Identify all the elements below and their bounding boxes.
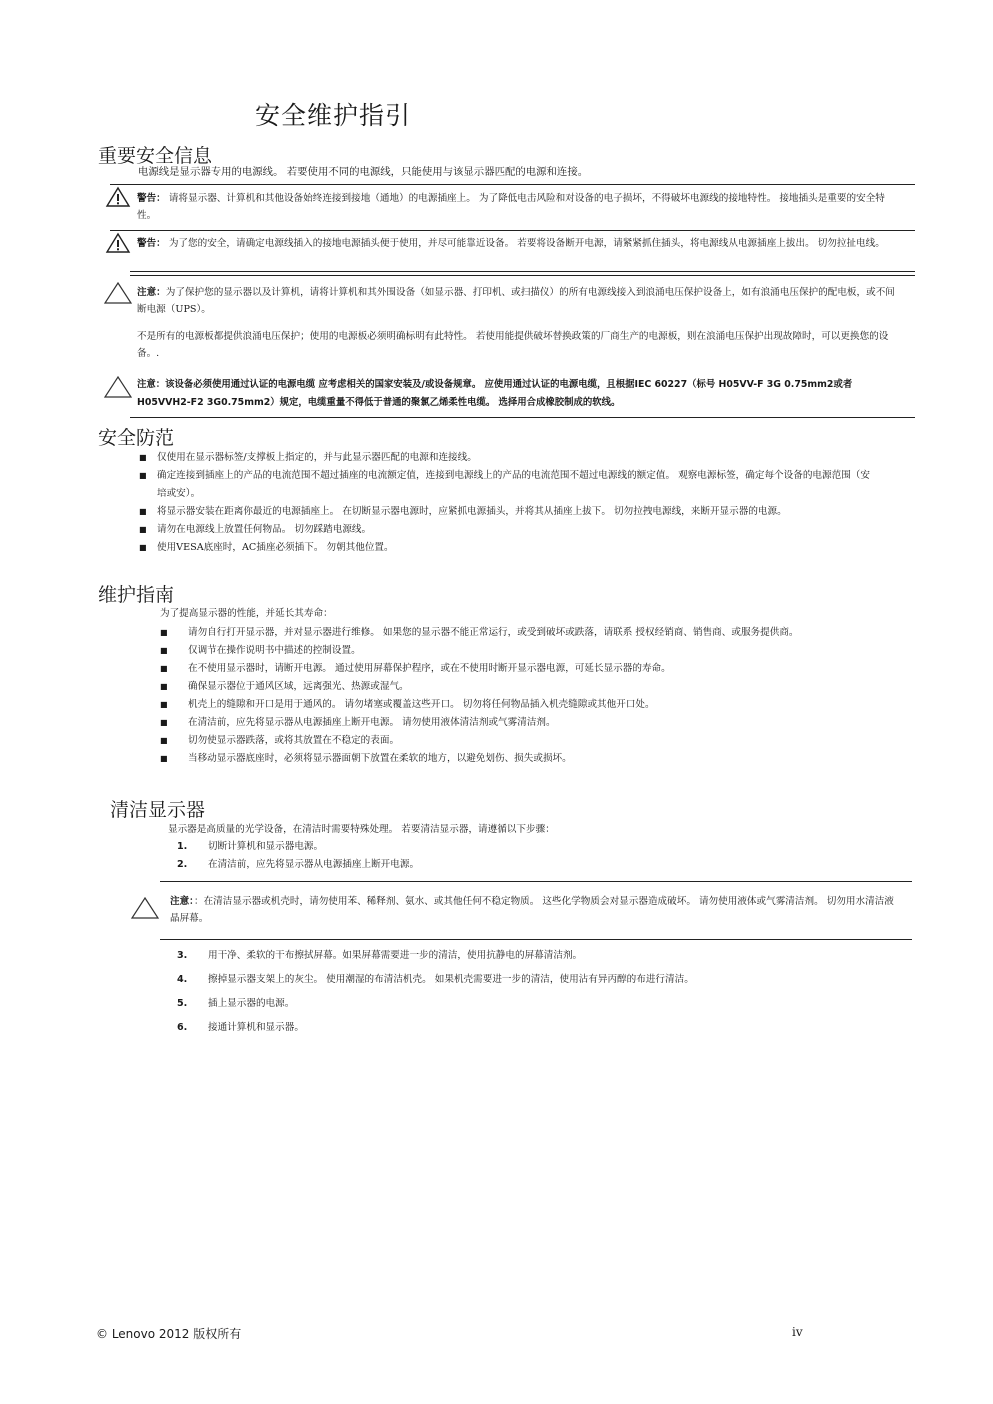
precautions-heading: 安全防范: [98, 427, 175, 449]
warning-2: [137, 235, 902, 252]
divider: [160, 881, 912, 882]
list-item: 6. 接通计算机和显示器。: [177, 1022, 304, 1033]
list-item: ■ 当移动显示器底座时，必须将显示器面朝下放置在柔软的地方，以避免划伤、损失或损坏。: [160, 753, 572, 764]
maintenance-heading: 维护指南: [98, 584, 175, 606]
divider: [110, 230, 915, 231]
list-item: ■ 在清洁前，应先将显示器从电源插座上断开电源。 请勿使用液体清洁剂或气雾清洁剂。: [160, 717, 556, 728]
page-title: 安全维护指引: [255, 101, 412, 130]
footer-copyright: © Lenovo 2012 版权所有: [96, 1327, 242, 1341]
list-item: ■ 请勿自行打开显示器，并对显示器进行维修。 如果您的显示器不能正常运行，或受到破坏或跌落，请联系 授权经销商、销售商、或服务提供商。: [160, 627, 799, 638]
warning-triangle-icon: [105, 232, 131, 254]
divider: [130, 271, 915, 272]
list-item: 2. 在清洁前，应先将显示器从电源插座上断开电源。: [177, 859, 420, 870]
cleaning-caution: [170, 893, 895, 927]
warning-2-label: 警告：: [137, 238, 166, 249]
cleaning-intro: 显示器是高质量的光学设备，在清洁时需要特殊处理。 若要清洁显示器，请遵循以下步骤：: [168, 824, 555, 835]
important-intro: 电源线是显示器专用的电源线。 若要使用不同的电源线，只能使用与该显示器匹配的电源和连接。: [138, 166, 589, 178]
important-heading: 重要安全信息: [98, 145, 213, 167]
list-item: ■ 在不使用显示器时，请断开电源。 通过使用屏幕保护程序，或在不使用时断开显示器电源，可延长显示器的寿命。: [160, 663, 671, 674]
caution-triangle-icon: [103, 375, 133, 399]
caution-1-label: 注意：: [137, 287, 166, 298]
cleaning-caution-text: ：在清洁显示器或机壳时，请勿使用苯、稀释剂、氨水、或其他任何不稳定物质。 这些化学物质会对显示器造成破坏。 请勿使用液体或气雾清洁剂。 切勿用水清洁液晶屏幕。: [170, 896, 894, 924]
page-number: iv: [792, 1325, 803, 1339]
list-item: ■ 仅调节在操作说明书中描述的控制设置。: [160, 645, 361, 656]
cleaning-steps-b: [177, 947, 897, 1037]
caution-2: 注意：该设备必须使用通过认证的电源电缆 应考虑相关的国家安装及/或设备规章。 应使用通过认证的电源电缆，且根据IEC 60227（标号 H05VV-F 3G 0.75mm2或者H05VVH2-F2 3G0.75mm2）规定，电缆重量不得低于普通的聚氯乙烯柔性电缆。 选择用合成橡胶制成的软线。: [137, 379, 853, 408]
cleaning-steps-a: [177, 838, 897, 874]
warning-1-text: 请将显示器、计算机和其他设备始终连接到接地（通地）的电源插座上。 为了降低电击风险和对设备的电子损坏，不得破坏电源线的接地特性。 接地插头是重要的安全特性。: [137, 193, 885, 221]
list-item: ■ 确保显示器位于通风区域，远离强光、热源或湿气。: [160, 681, 409, 692]
cleaning-caution-label: 注意：: [170, 896, 194, 907]
divider: [130, 275, 915, 276]
list-item: ■ 仅使用在显示器标签/支撑板上指定的，并与此显示器匹配的电源和连接线。: [139, 452, 477, 463]
maintenance-intro: 为了提高显示器的性能，并延长其寿命：: [160, 608, 333, 619]
maintenance-list: [160, 624, 905, 768]
precautions-list: [139, 449, 874, 557]
divider: [110, 184, 915, 185]
list-item: ■ 机壳上的缝隙和开口是用于通风的。 请勿堵塞或覆盖这些开口。 切勿将任何物品插入机壳缝隙或其他开口处。: [160, 699, 655, 710]
warning-1-label: 警告：: [137, 193, 166, 204]
divider: [130, 417, 915, 418]
divider: [160, 939, 912, 940]
cleaning-heading: 清洁显示器: [110, 799, 206, 821]
list-item: ■ 请勿在电源线上放置任何物品。 切勿踩踏电源线。: [139, 524, 372, 535]
list-item: 4. 擦掉显示器支架上的灰尘。 使用潮湿的布清洁机壳。 如果机壳需要进一步的清洁，使用沾有异丙醇的布进行清洁。: [177, 974, 694, 985]
list-item: ■ 确定连接到插座上的产品的电流范围不超过插座的电流额定值，连接到电源线上的产品的电流范围不超过电源线的额定值。 观察电源标签，确定每个设备的电源范围（安培或安）。: [139, 470, 870, 499]
caution-1: [137, 284, 902, 318]
list-item: 5. 插上显示器的电源。: [177, 998, 295, 1009]
caution-triangle-icon: [103, 281, 133, 305]
caution-1-text: 为了保护您的显示器以及计算机，请将计算机和其外围设备（如显示器、打印机、或扫描仪）的所有电源线接入到浪涌电压保护设备上，如有浪涌电压保护的配电板，或不间断电源（UPS）。: [137, 287, 895, 315]
warning-2-text: 为了您的安全，请确定电源线插入的接地电源插头便于使用，并尽可能靠近设备。 若要将设备断开电源，请紧紧抓住插头，将电源线从电源插座上拔出。 切勿拉扯电线。: [165, 238, 885, 249]
list-item: 3. 用干净、柔软的干布擦拭屏幕。如果屏幕需要进一步的清洁，使用抗静电的屏幕清洁剂。: [177, 950, 583, 961]
caution-triangle-icon: [130, 896, 160, 920]
caution-1-para2: 不是所有的电源板都提供浪涌电压保护；使用的电源板必须明确标明有此特性。 若使用能提供破坏替换政策的厂商生产的电源板，则在浪涌电压保护出现故障时，可以更换您的设备。.: [137, 331, 889, 359]
warning-triangle-icon: [105, 186, 131, 208]
list-item: ■ 将显示器安装在距离你最近的电源插座上。 在切断显示器电源时，应紧抓电源插头，并将其从插座上拔下。 切勿拉拽电源线，来断开显示器的电源。: [139, 506, 787, 517]
list-item: ■ 使用VESA底座时，AC插座必须插下。 勿朝其他位置。: [139, 542, 394, 553]
warning-1: [137, 190, 902, 224]
list-item: ■ 切勿使显示器跌落，或将其放置在不稳定的表面。: [160, 735, 400, 746]
list-item: 1. 切断计算机和显示器电源。: [177, 841, 324, 852]
